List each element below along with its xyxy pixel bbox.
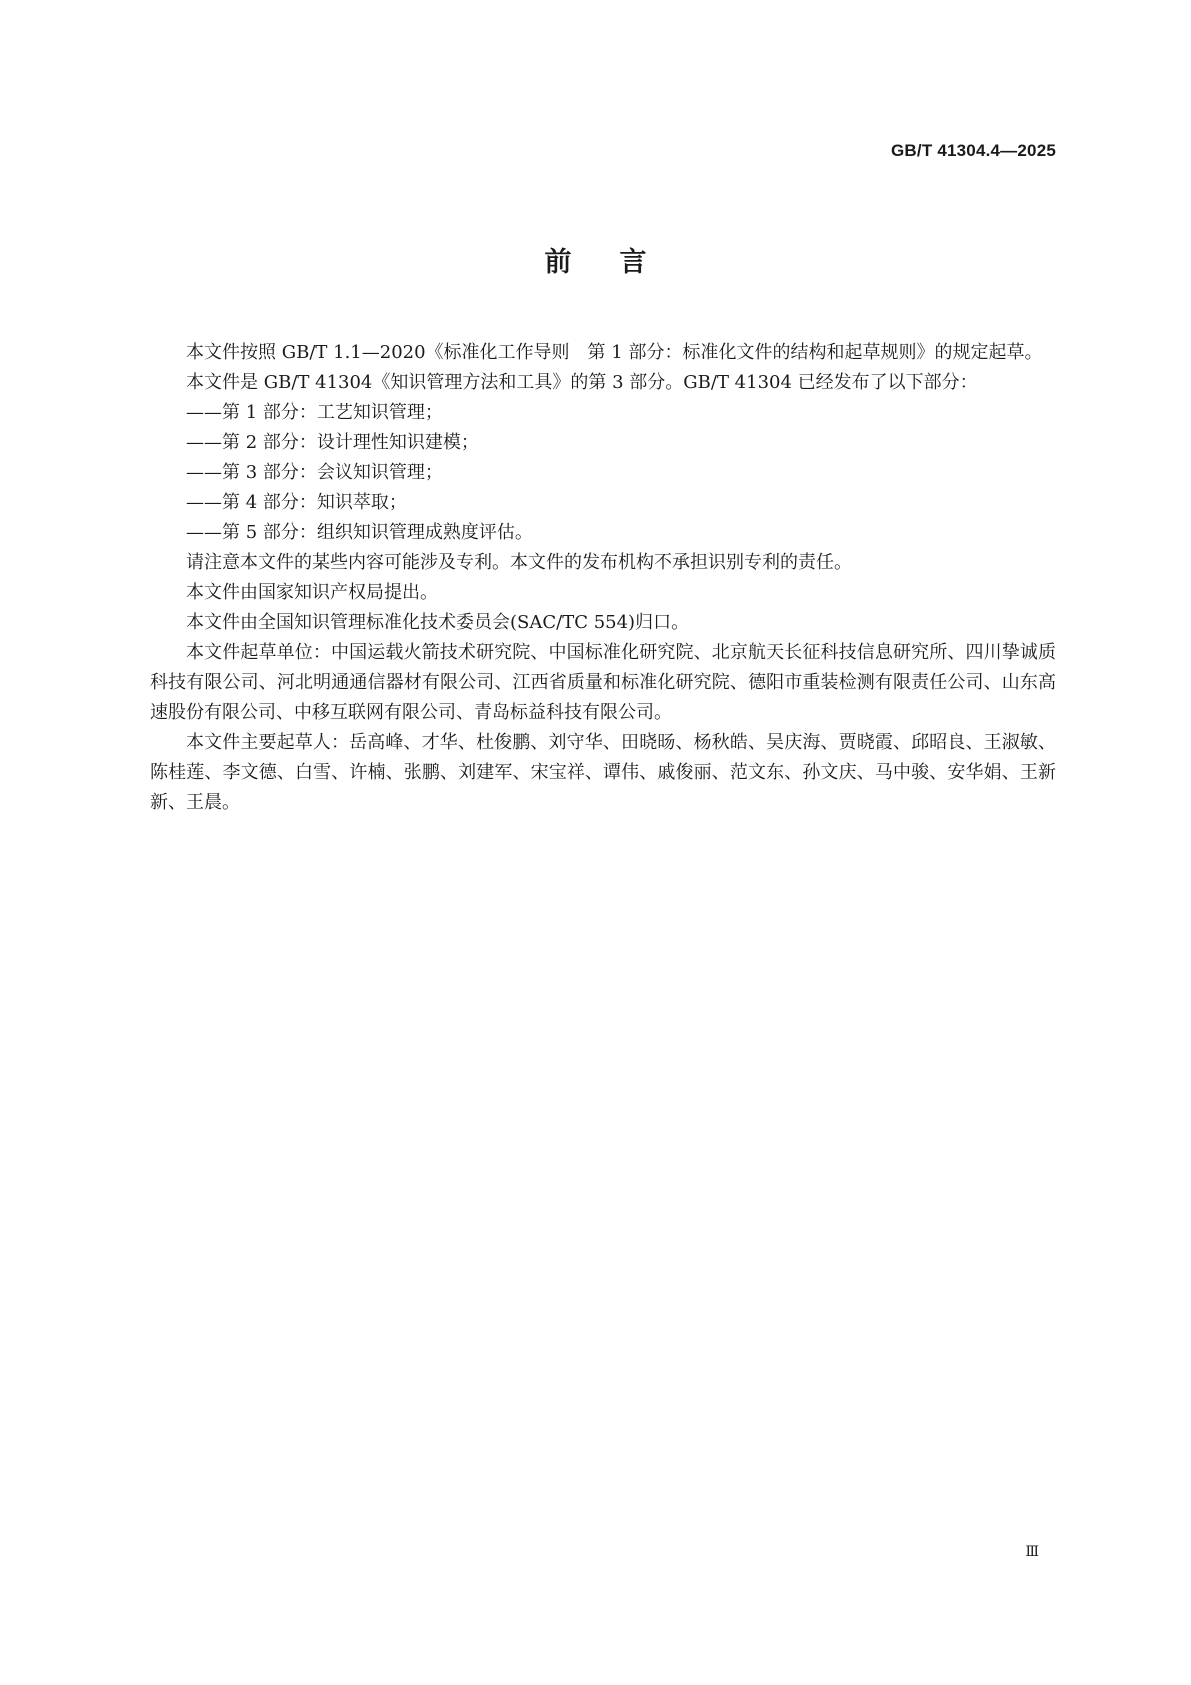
list-item-part-3: ——第 3 部分：会议知识管理；	[186, 462, 443, 483]
page-number: Ⅲ	[1025, 1544, 1039, 1560]
paragraph-drafting-units: 本文件起草单位：中国运载火箭技术研究院、中国标准化研究院、北京航天长征科技信息研究所、四川挚诚质科技有限公司、河北明通通信器材有限公司、江西省质量和标准化研究院、德阳市重装检测有限责任公司、山东高速股份有限公司、中移互联网有限公司、青岛标益科技有限公司。	[150, 642, 1056, 723]
list-item-part-2: ——第 2 部分：设计理性知识建模；	[186, 432, 479, 453]
document-body	[150, 338, 1056, 818]
page-title: 前言	[544, 247, 695, 278]
paragraph-series-intro: 本文件是 GB/T 41304《知识管理方法和工具》的第 3 部分。GB/T 41304 已经发布了以下部分：	[186, 372, 978, 393]
paragraph-patent-notice: 请注意本文件的某些内容可能涉及专利。本文件的发布机构不承担识别专利的责任。	[186, 552, 852, 573]
list-item-part-5: ——第 5 部分：组织知识管理成熟度评估。	[186, 522, 533, 543]
document-number: GB/T 41304.4—2025	[891, 141, 1056, 160]
list-item-part-4: ——第 4 部分：知识萃取；	[186, 492, 407, 513]
paragraph-proposer: 本文件由国家知识产权局提出。	[186, 582, 438, 603]
paragraph-committee: 本文件由全国知识管理标准化技术委员会(SAC/TC 554)归口。	[186, 612, 690, 633]
paragraph-drafting-rules: 本文件按照 GB/T 1.1—2020《标准化工作导则 第 1 部分：标准化文件的结构和起草规则》的规定起草。	[186, 342, 1043, 363]
list-item-part-1: ——第 1 部分：工艺知识管理；	[186, 402, 443, 423]
paragraph-drafters: 本文件主要起草人：岳高峰、才华、杜俊鹏、刘守华、田晓旸、杨秋皓、吴庆海、贾晓霞、邱昭良、王淑敏、陈桂莲、李文德、白雪、许楠、张鹏、刘建军、宋宝祥、谭伟、戚俊丽、范文东、孙文庆、马中骏、安华娟、王新新、王晨。	[150, 732, 1056, 813]
